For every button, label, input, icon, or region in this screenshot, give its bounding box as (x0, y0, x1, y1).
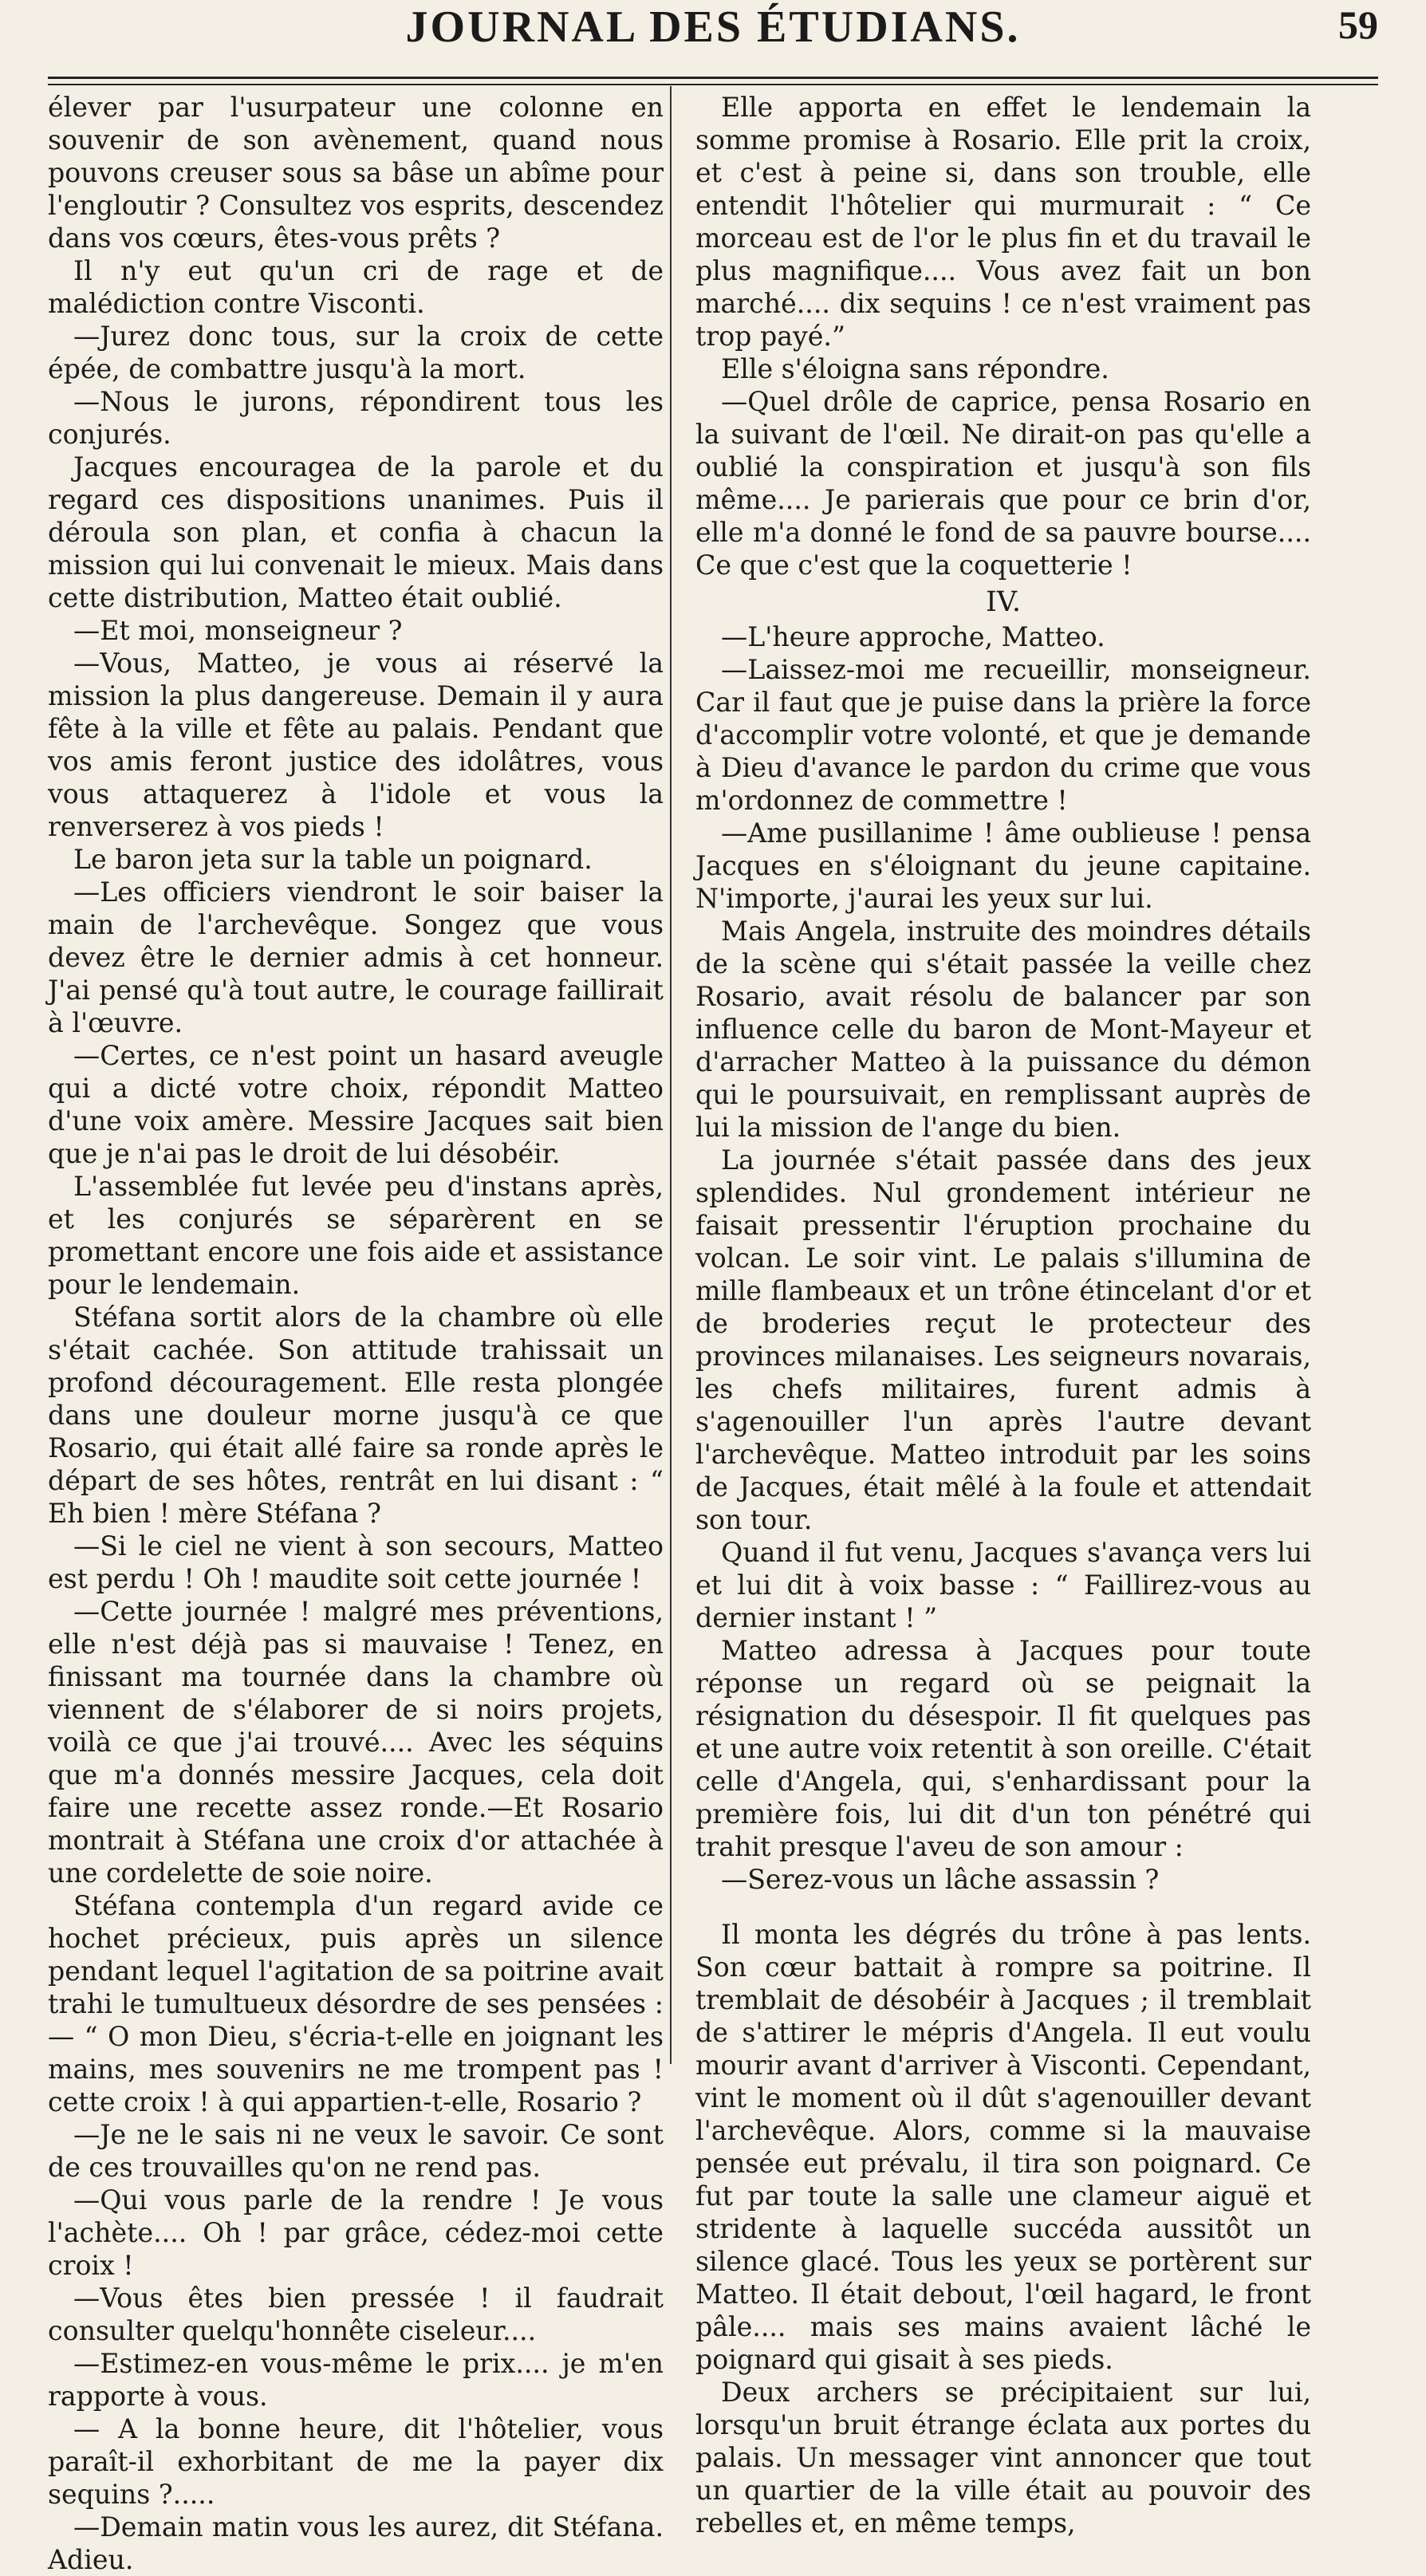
paragraph: Jacques encouragea de la parole et du regard ces dispositions unanimes. Puis il déroula son plan, et confia à chacun la mission qui lui convenait le mieux. Mais dans cette distribution, Matteo était oublié. (48, 451, 664, 613)
right-column (695, 91, 1311, 2539)
paragraph: — A la bonne heure, dit l'hôtelier, vous paraît-il exhorbitant de me la payer dix sequins ?..... (48, 2413, 664, 2510)
paragraph: —L'heure approche, Matteo. (721, 621, 1105, 652)
paragraph: —Vous êtes bien pressée ! il faudrait consulter quelqu'honnête ciseleur.... (48, 2283, 664, 2346)
paragraph: —Nous le jurons, répondirent tous les conjurés. (48, 386, 664, 450)
paragraph: Elle apporta en effet le lendemain la somme promise à Rosario. Elle prit la croix, et c'est à peine si, dans son trouble, elle entendit l'hôtelier qui murmurait : “ Ce morceau est de l'or le plus fin et du travail le plus magnifique.... Vous avez fait un bon marché.... dix sequins ! ce n'est vraiment pas trop payé.” (695, 92, 1311, 352)
section-heading: IV. (985, 586, 1022, 618)
paragraph: Matteo adressa à Jacques pour toute réponse un regard où se peignait la résignation du désespoir. Il fit quelques pas et une autre voix retentit à son oreille. C'était celle d'Angela, qui, s'enhardissant pour la première fois, lui dit d'un ton pénétré qui trahit presque l'aveu de son amour : (695, 1635, 1311, 1862)
paragraph: —Je ne le sais ni ne veux le savoir. Ce sont de ces trouvailles qu'on ne rend pas. (48, 2119, 664, 2183)
paragraph: Stéfana sortit alors de la chambre où elle s'était cachée. Son attitude trahissait un profond découragement. Elle resta plongée dans une douleur morne jusqu'à ce que Rosario, qui était allé faire sa ronde après le départ de ses hôtes, rentrât en lui disant : “ Eh bien ! mère Stéfana ? (48, 1302, 664, 1529)
journal-title: JOURNAL DES ÉTUDIANS. (405, 2, 1021, 52)
paragraph: —Serez-vous un lâche assassin ? (721, 1864, 1160, 1895)
paragraph: —Ame pusillanime ! âme oublieuse ! pensa Jacques en s'éloignant du jeune capitaine. N'importe, j'aurai les yeux sur lui. (695, 817, 1311, 914)
paragraph: —Demain matin vous les aurez, dit Stéfana. Adieu. (48, 2511, 664, 2575)
page-number: 59 (1338, 2, 1378, 47)
paragraph: Stéfana contempla d'un regard avide ce hochet précieux, puis après un silence pendant lequel l'agitation de sa poitrine avait trahi le tumultueux désordre de ses pensées : — “ O mon Dieu, s'écria-t-elle en joignant les mains, mes souvenirs ne me trompent pas ! cette croix ! à qui appartien-t-elle, Rosario ? (48, 1890, 664, 2117)
paragraph: —Qui vous parle de la rendre ! Je vous l'achète.... Oh ! par grâce, cédez-moi cette croix ! (48, 2184, 664, 2281)
paragraph: —Estimez-en vous-même le prix.... je m'en rapporte à vous. (48, 2348, 664, 2412)
paragraph: —Jurez donc tous, sur la croix de cette épée, de combattre jusqu'à la mort. (48, 321, 664, 384)
paragraph: L'assemblée fut levée peu d'instans après, et les conjurés se séparèrent en se promettant encore une fois aide et assistance pour le lendemain. (48, 1171, 664, 1300)
paragraph: —Laissez-moi me recueillir, monseigneur. Car il faut que je puise dans la prière la force d'accomplir votre volonté, et que je demande à Dieu d'avance le pardon du crime que vous m'ordonnez de commettre ! (695, 654, 1311, 816)
paragraph: Il monta les dégrés du trône à pas lents. Son cœur battait à rompre sa poitrine. Il tremblait de désobéir à Jacques ; il tremblait de s'attirer le mépris d'Angela. Il eut voulu mourir avant d'arriver à Visconti. Cependant, vint le moment où il dût s'agenouiller devant l'archevêque. Alors, comme si la mauvaise pensée eut prévalu, il tira son poignard. Ce fut par toute la salle une clameur aiguë et stridente à laquelle succéda aussitôt un silence glacé. Tous les yeux se portèrent sur Matteo. Il était debout, l'œil hagard, le front pâle.... mais ses mains avaient lâché le poignard qui gisait à ses pieds. (695, 1919, 1311, 2375)
paragraph: Mais Angela, instruite des moindres détails de la scène qui s'était passée la veille chez Rosario, avait résolu de balancer par son influence celle du baron de Mont-Mayeur et d'arracher Matteo à la puissance du démon qui le poursuivait, en remplissant auprès de lui la mission de l'ange du bien. (695, 916, 1311, 1143)
paragraph: élever par l'usurpateur une colonne en souvenir de son avènement, quand nous pouvons creuser sous sa bâse un abîme pour l'engloutir ? Consultez vos esprits, descendez dans vos cœurs, êtes-vous prêts ? (48, 92, 664, 254)
paragraph: Il n'y eut qu'un cri de rage et de malédiction contre Visconti. (48, 255, 664, 319)
paragraph: —Les officiers viendront le soir baiser la main de l'archevêque. Songez que vous devez être le dernier admis à cet honneur. J'ai pensé qu'à tout autre, le courage faillirait à l'œuvre. (48, 876, 664, 1038)
page-header (48, 0, 1378, 70)
column-divider (670, 86, 672, 2064)
paragraph-gap (695, 1896, 1311, 1918)
paragraph: —Si le ciel ne vient à son secours, Matteo est perdu ! Oh ! maudite soit cette journée ! (48, 1530, 664, 1594)
left-column (48, 91, 664, 2576)
paragraph: Quand il fut venu, Jacques s'avança vers lui et lui dit à voix basse : “ Faillirez-vous au dernier instant ! ” (695, 1537, 1311, 1633)
paragraph: Deux archers se précipitaient sur lui, lorsqu'un bruit étrange éclata aux portes du palais. Un messager vint annoncer que tout un quartier de la ville était au pouvoir des rebelles et, en même temps, (695, 2377, 1311, 2539)
paragraph: Elle s'éloigna sans répondre. (721, 353, 1109, 384)
paragraph: —Vous, Matteo, je vous ai réservé la mission la plus dangereuse. Demain il y aura fête à la ville et fête au palais. Pendant que vos amis feront justice des idolâtres, vous vous attaquerez à l'idole et vous la renverserez à vos pieds ! (48, 648, 664, 842)
paragraph: La journée s'était passée dans des jeux splendides. Nul grondement intérieur ne faisait pressentir l'éruption prochaine du volcan. Le soir vint. Le palais s'illumina de mille flambeaux et un trône étincelant d'or et de broderies reçut le protecteur des provinces milanaises. Les seigneurs novarais, les chefs militaires, furent admis à s'agenouiller l'un après l'autre devant l'archevêque. Matteo introduit par les soins de Jacques, était mêlé à la foule et attendait son tour. (695, 1144, 1311, 1535)
header-rule (48, 77, 1378, 85)
paragraph: —Quel drôle de caprice, pensa Rosario en la suivant de l'œil. Ne dirait-on pas qu'elle a oublié la conspiration et jusqu'à son fils même.... Je parierais que pour ce brin d'or, elle m'a donné le fond de sa pauvre bourse.... Ce que c'est que la coquetterie ! (695, 386, 1311, 581)
paragraph: —Certes, ce n'est point un hasard aveugle qui a dicté votre choix, répondit Matteo d'une voix amère. Messire Jacques sait bien que je n'ai pas le droit de lui désobéir. (48, 1040, 664, 1169)
paragraph: —Cette journée ! malgré mes préventions, elle n'est déjà pas si mauvaise ! Tenez, en finissant ma tournée dans la chambre où viennent de s'élaborer de si noirs projets, voilà ce que j'ai trouvé.... Avec les séquins que m'a donnés messire Jacques, cela doit faire une recette assez ronde.—Et Rosario montrait à Stéfana une croix d'or attachée à une cordelette de soie noire. (48, 1596, 664, 1889)
paragraph: Le baron jeta sur la table un poignard. (73, 844, 593, 875)
paragraph: —Et moi, monseigneur ? (73, 615, 403, 646)
